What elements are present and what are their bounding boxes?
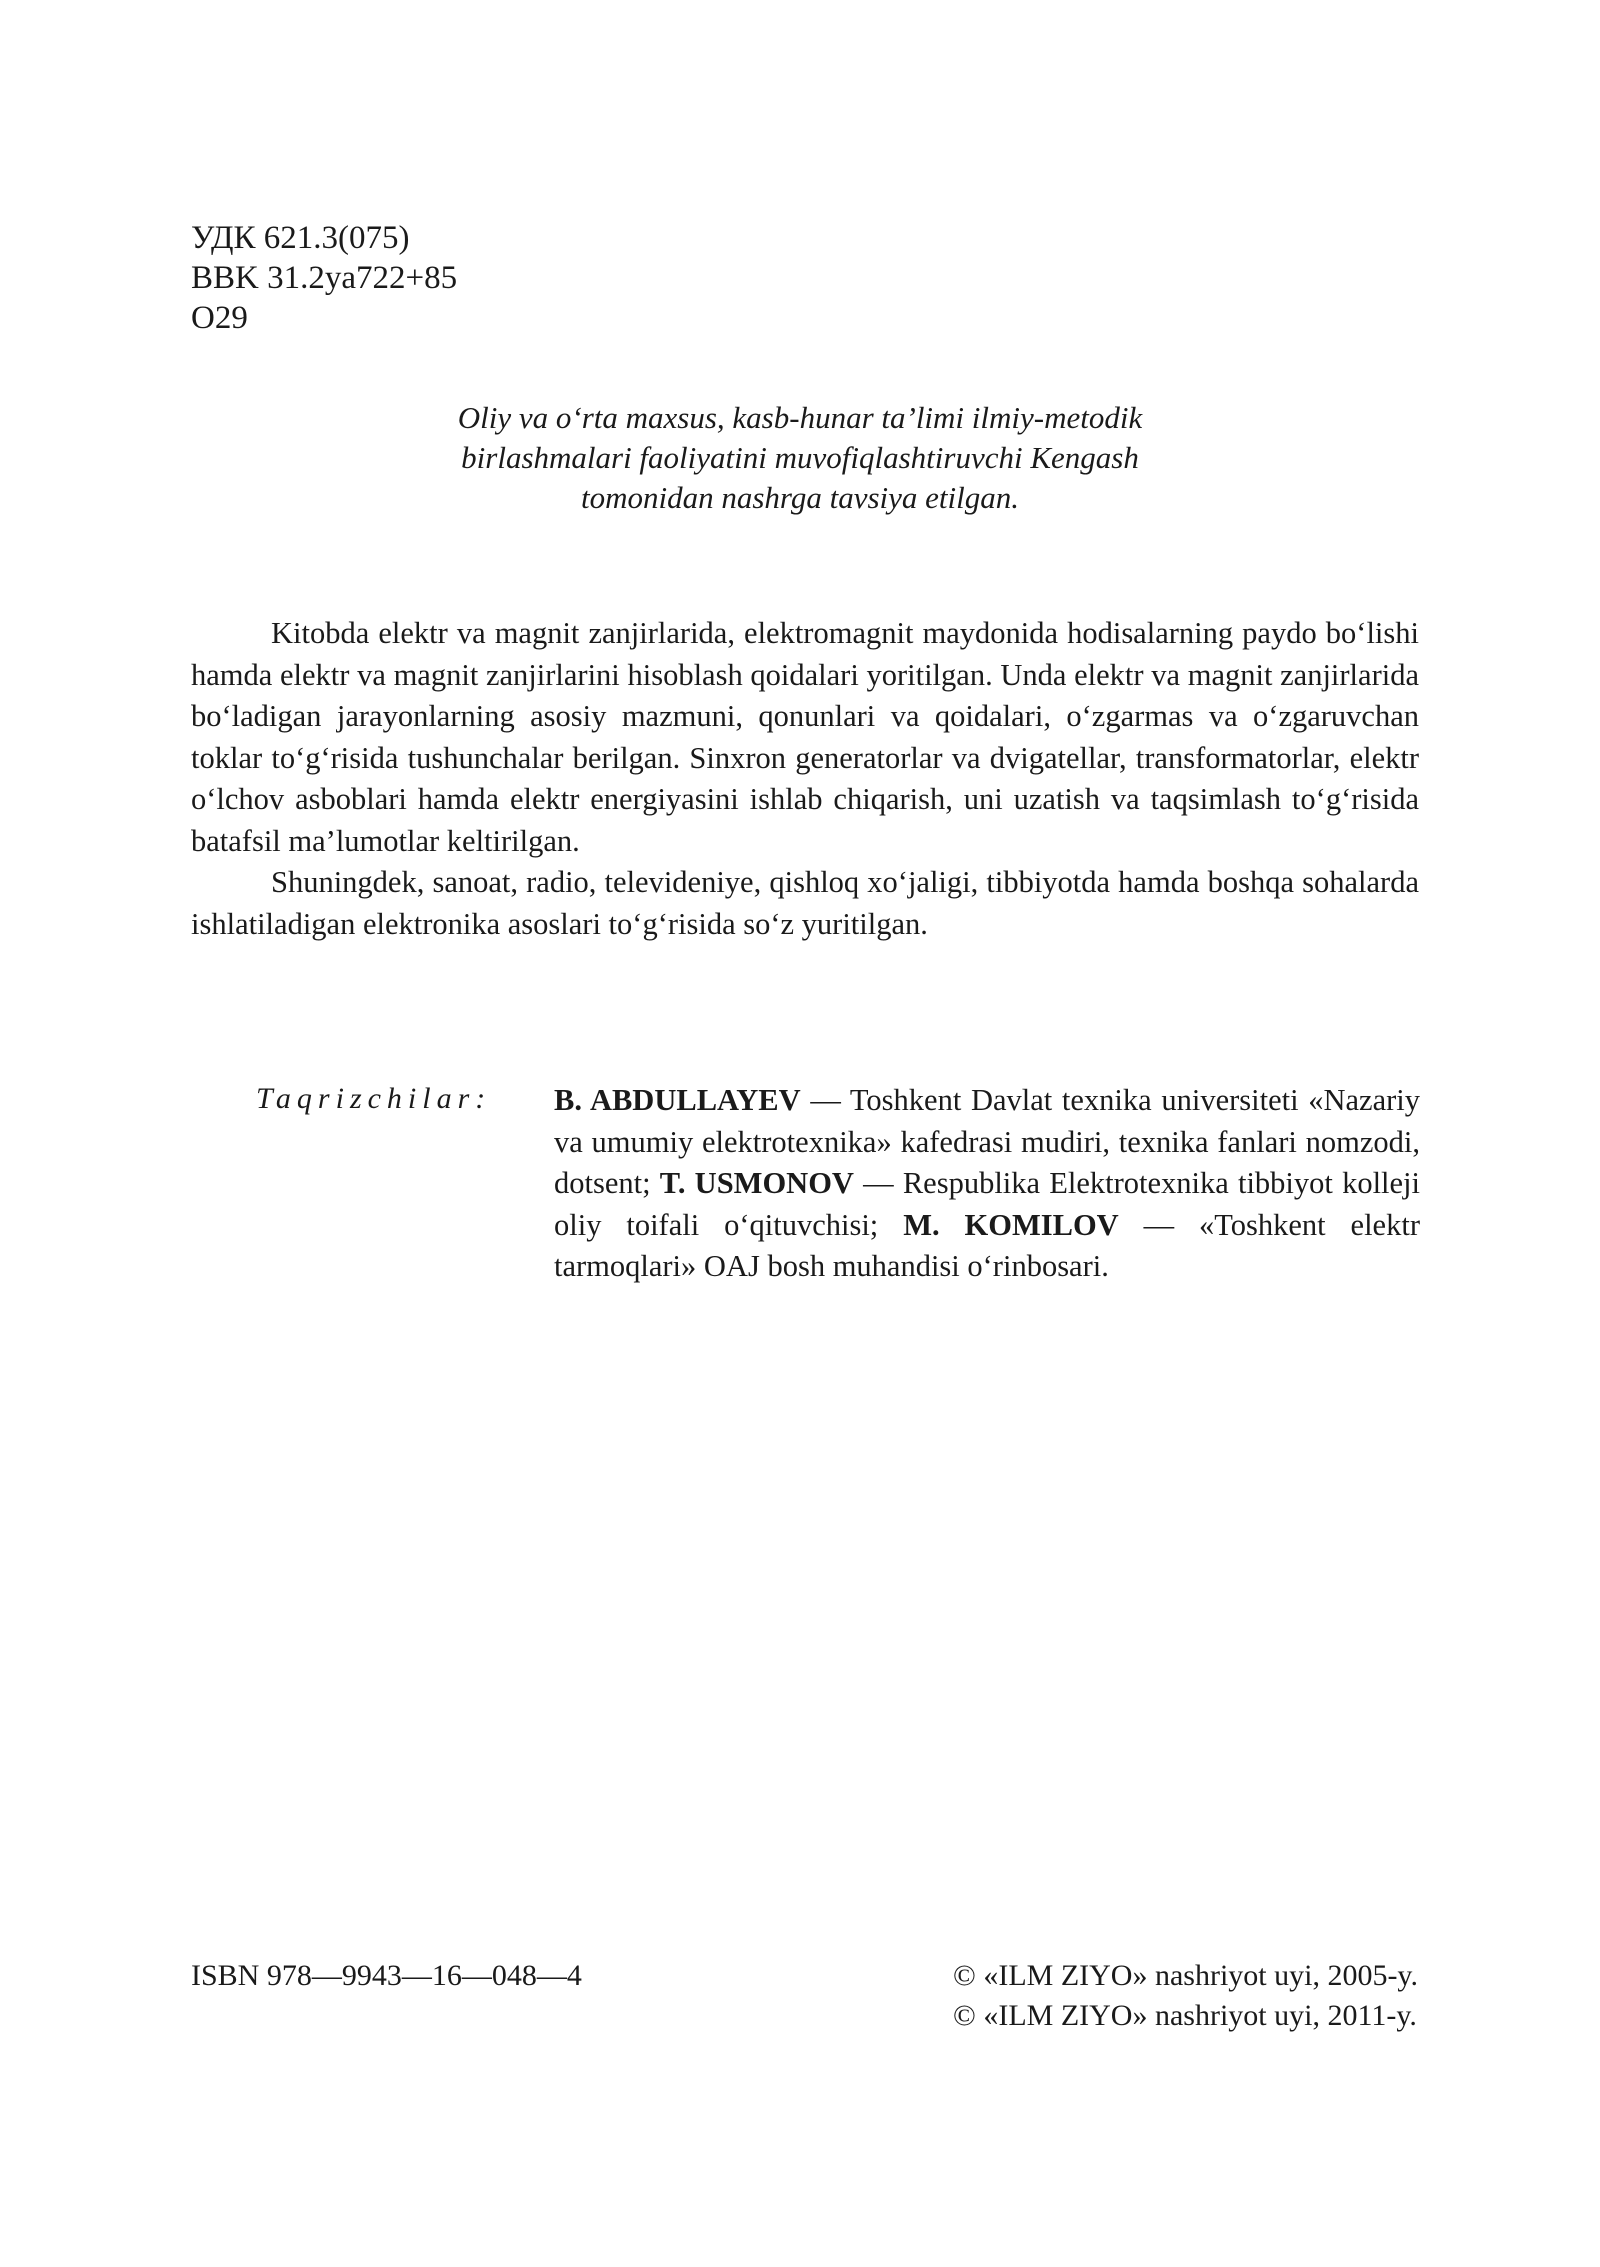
reviewer-description: — Toshkent Davlat texnika universiteti «Nazariy va umumiy elektrotexnika» kafedrasi mudiri, texnika fanlari nomzodi, dotsent;	[554, 1083, 1420, 1200]
reviewers-label: Taqrizchilar:	[256, 1082, 492, 1115]
isbn-number: ISBN 978—9943—16—048—4	[191, 1959, 582, 1992]
reviewer-name: M. KOMILOV	[903, 1207, 1119, 1242]
classification-block	[191, 218, 457, 338]
copyright-line: © «ILM ZIYO» nashriyot uyi, 2005-y.	[953, 1959, 1418, 1992]
copyright-block	[953, 1956, 1418, 2036]
endorsement-note	[330, 398, 1270, 518]
reviewer-name: T. USMONOV	[659, 1166, 854, 1200]
book-abstract	[191, 613, 1419, 945]
abstract-paragraph: Kitobda elektr va magnit zanjirlarida, elektromagnit maydonida hodisalarning paydo bo‘lishi hamda elektr va magnit zanjirlarini hisoblash qoidalari yoritilgan. Unda elektr va magnit zanjirlarida bo‘ladigan jarayonlarning asosiy mazmuni, qonunlari va qoidalari, o‘zgarmas va o‘zgaruvchan toklar to‘g‘risida tushunchalar berilgan. Sinxron generatorlar va dvigatellar, transformatorlar, elektr o‘lchov asboblari hamda elektr energiyasini ishlab chiqarish, uni uzatish va taqsimlash to‘g‘risida batafsil ma’lumotlar keltirilgan.	[191, 616, 1419, 858]
endorsement-line: Oliy va o‘rta maxsus, kasb-hunar ta’limi ilmiy-metodik	[457, 400, 1143, 435]
reviewers-text	[554, 1080, 1420, 1288]
reviewer-name: B. ABDULLAYEV	[554, 1083, 801, 1117]
author-mark: O29	[191, 300, 248, 336]
endorsement-line: tomonidan nashrga tavsiya etilgan.	[581, 480, 1019, 515]
reviewer-description: — Respublika Elektrotexnika tibbiyot kolleji oliy toifali o‘qituvchisi;	[554, 1166, 1420, 1242]
abstract-paragraph: Shuningdek, sanoat, radio, televideniye, qishloq xo‘jaligi, tibbiyotda hamda boshqa sohalarda ishlatiladigan elektronika asoslari to‘g‘risida so‘z yuritilgan.	[191, 865, 1419, 941]
udk-code: УДК 621.3(075)	[191, 220, 410, 256]
bbk-code: BBK 31.2ya722+85	[191, 260, 458, 296]
endorsement-line: birlashmalari faoliyatini muvofiqlashtiruvchi Kengash	[461, 440, 1139, 475]
copyright-line: © «ILM ZIYO» nashriyot uyi, 2011-y.	[953, 1999, 1417, 2032]
reviewer-description: — «Toshkent elektr tarmoqlari» OAJ bosh muhandisi o‘rinbosari.	[554, 1207, 1420, 1283]
